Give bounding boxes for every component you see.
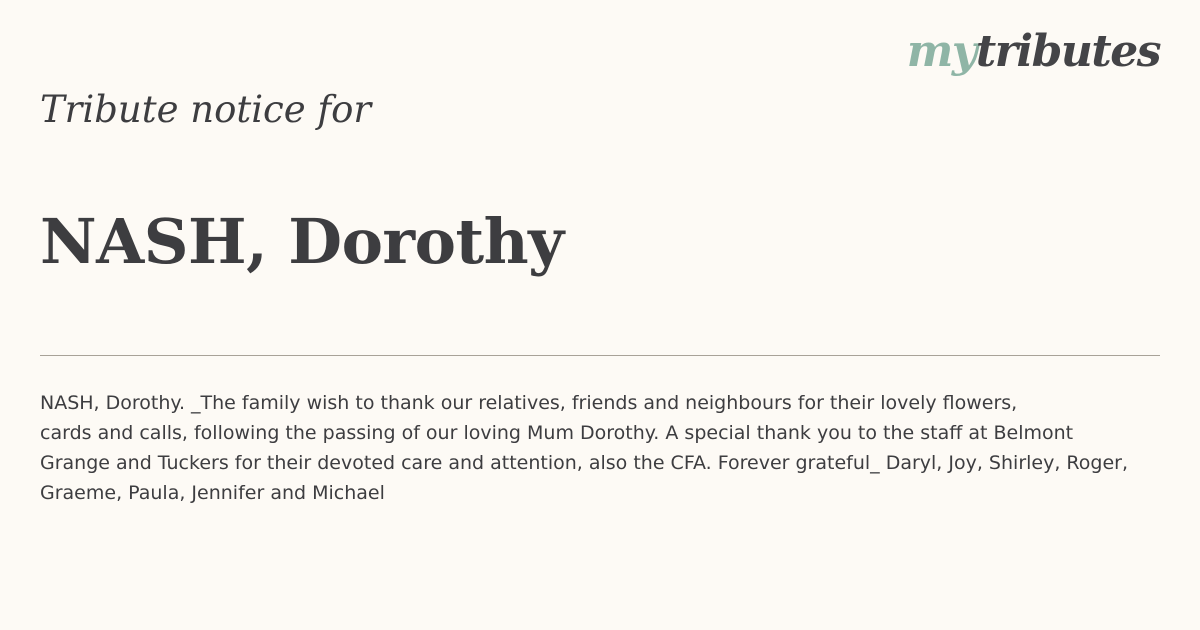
logo-my-text: my bbox=[906, 26, 976, 77]
section-divider bbox=[40, 355, 1160, 356]
tribute-notice-heading: Tribute notice for bbox=[40, 88, 372, 131]
mytributes-logo bbox=[906, 26, 1160, 77]
deceased-name-title: NASH, Dorothy bbox=[40, 205, 564, 278]
logo-tributes-text: tributes bbox=[975, 26, 1160, 77]
notice-body-text: NASH, Dorothy. _The family wish to thank our relatives, friends and neighbours for their lovely flowers, cards and calls, following the passing of our loving Mum Dorothy. A special thank you to the staff at Belmont Grange and Tuckers for their devoted care and attention, also the CFA. Forever grateful_ Daryl, Joy, Shirley, Roger, Graeme, Paula, Jennifer and Michael bbox=[40, 392, 1128, 504]
